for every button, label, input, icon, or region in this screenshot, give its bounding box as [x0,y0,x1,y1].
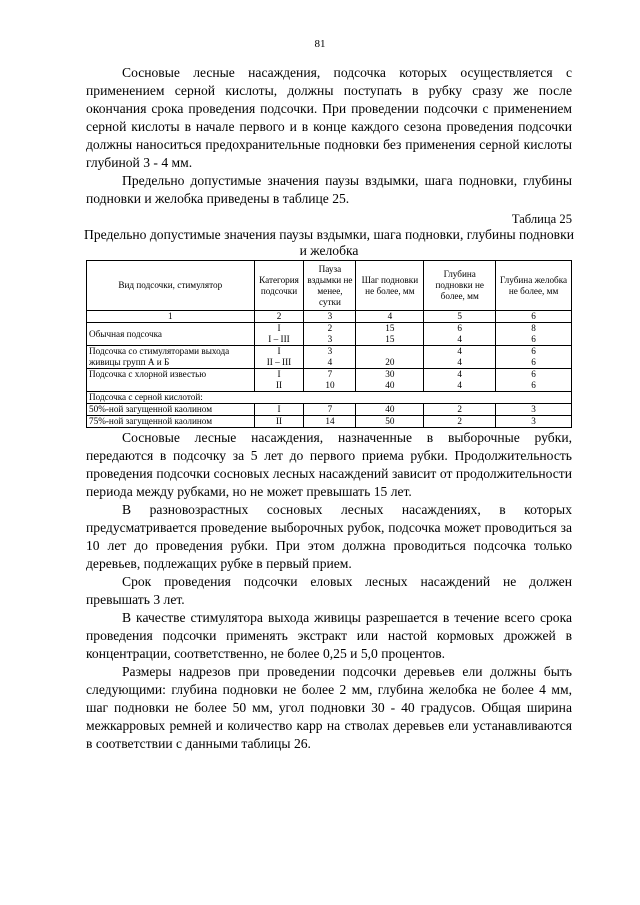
depth-cell: 2 [424,416,496,428]
row-label: 50%-ной загущенной каолином [87,404,255,416]
paragraph: Срок проведения подсочки еловых лесных насаждений не должен превышать 3 лет. [86,574,572,607]
section-row [87,392,572,404]
header-cell: Шаг подновки не более, мм [356,261,424,311]
category-cell: II [254,416,304,428]
step-cell: 15 15 [356,323,424,346]
category-cell: I II [254,369,304,392]
table-row [87,323,572,346]
category-cell: I [254,404,304,416]
category-cell: I I – III [254,323,304,346]
groove-cell: 6 6 [496,346,572,369]
pause-cell: 14 [304,416,356,428]
header-cell: Вид подсочки, стимулятор [87,261,255,311]
row-label: Обычная подсочка [87,323,255,346]
table-number: Таблица 25 [511,212,572,226]
step-cell: 50 [356,416,424,428]
header-cell: Глубина подновки не более, мм [424,261,496,311]
paragraph: Предельно допустимые значения паузы вздымки, шага подновки, глубины подновки и желобка приведены в таблице 25. [86,173,572,206]
depth-cell: 4 4 [424,369,496,392]
pause-cell: 7 10 [304,369,356,392]
groove-cell: 3 [496,404,572,416]
step-cell: 40 [356,404,424,416]
page-content [86,64,572,753]
paragraph: В разновозрастных сосновых лесных насаждениях, в которых предусматривается проведение выборочных рубок, подсочка может проводиться за 10 лет до проведения рубки. При этом должна проводиться подсочка только деревьев, подлежащих рубке в первый прием. [86,502,572,571]
table-row [87,369,572,392]
column-number-row [87,311,572,323]
row-label: Подсочка с хлорной известью [87,369,255,392]
column-number: 4 [356,311,424,323]
table-title: Предельно допустимые значения паузы вздымки, шага подновки, глубины подновки и желобка [84,227,574,258]
paragraph: В качестве стимулятора выхода живицы разрешается в течение всего срока проведения подсочки применять экстракт или настой кормовых дрожжей в концентрации, соответственно, не более 0,25 и 5,0 процентов. [86,610,572,661]
section-label: Подсочка с серной кислотой: [87,392,572,404]
paragraph: Сосновые лесные насаждения, подсочка которых осуществляется с применением серной кислоты, должны поступать в рубку сразу же после окончания срока проведения подсочки. При проведении подсочки с применением серной кислоты в начале первого и в конце каждого сезона проведения подсочки должны наноситься предохранительные подновки без применения серной кислоты глубиной 3 - 4 мм. [86,65,572,170]
groove-cell: 8 6 [496,323,572,346]
column-number: 6 [496,311,572,323]
step-cell: 30 40 [356,369,424,392]
table-row [87,404,572,416]
row-label: Подсочка со стимуляторами выхода живицы групп А и Б [87,346,255,369]
table-row [87,416,572,428]
table-row [87,346,572,369]
header-cell: Глубина желобка не более, мм [496,261,572,311]
page-number: 81 [314,38,326,50]
column-number: 2 [254,311,304,323]
depth-cell: 6 4 [424,323,496,346]
paragraph: Размеры надрезов при проведении подсочки деревьев ели должны быть следующими: глубина подновки не более 2 мм, глубина желобка не более 4 мм, шаг подновки не более 50 мм, угол подновки 30 - 40 градусов. Общая ширина межкарровых ремней и количество карр на стволах деревьев ели устанавливаются в соответствии с данными таблицы 26. [86,664,572,751]
column-number: 1 [87,311,255,323]
category-cell: I II – III [254,346,304,369]
groove-cell: 6 6 [496,369,572,392]
depth-cell: 4 4 [424,346,496,369]
groove-cell: 3 [496,416,572,428]
header-cell: Категория подсочки [254,261,304,311]
pause-cell: 7 [304,404,356,416]
row-label: 75%-ной загущенной каолином [87,416,255,428]
step-cell: 20 [356,346,424,369]
column-number: 5 [424,311,496,323]
paragraph: Сосновые лесные насаждения, назначенные в выборочные рубки, передаются в подсочку за 5 лет до первого приема рубки. Продолжительность проведения подсочки сосновых лесных насаждений зависит от продолжительности периода между рубками, но не может превышать 15 лет. [86,430,572,499]
column-number: 3 [304,311,356,323]
pause-cell: 3 4 [304,346,356,369]
pause-cell: 2 3 [304,323,356,346]
depth-cell: 2 [424,404,496,416]
header-cell: Пауза вздымки не менее, сутки [304,261,356,311]
limits-table [86,260,572,428]
